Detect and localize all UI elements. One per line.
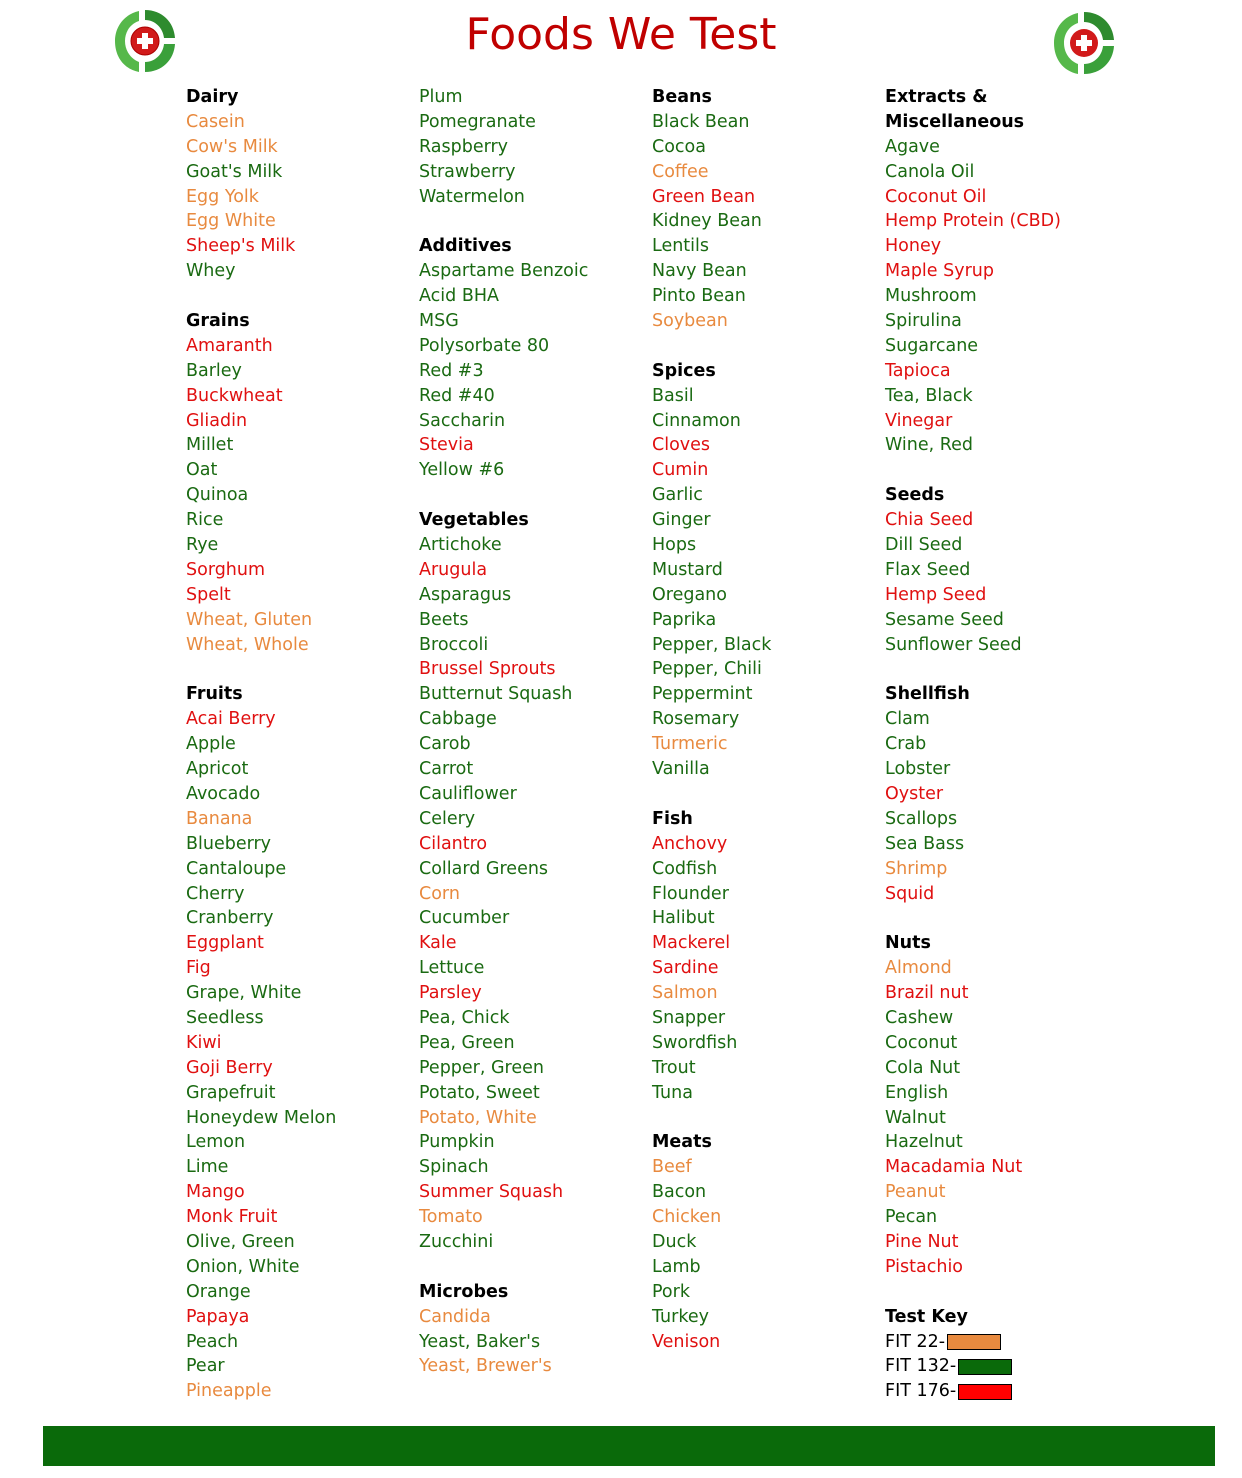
food-item: Lettuce (419, 958, 485, 979)
food-item: Potato, White (419, 1107, 537, 1128)
food-item: Peppermint (652, 684, 753, 705)
food-item: Parsley (419, 983, 482, 1004)
test-key-row (885, 1330, 1105, 1355)
food-item: Summer Squash (419, 1182, 564, 1203)
food-item: Plum (419, 87, 463, 107)
food-item: Casein (186, 111, 245, 132)
food-item: Mackerel (652, 933, 731, 954)
food-item: Turmeric (652, 734, 728, 755)
food-item: Soybean (652, 311, 728, 332)
category-heading: Meats (652, 1132, 712, 1153)
food-item: Beets (419, 609, 469, 630)
food-item: Cashew (885, 1007, 954, 1028)
food-item: Cocoa (652, 136, 706, 157)
food-item: Swordfish (652, 1032, 738, 1053)
food-item: Cow's Milk (186, 136, 278, 157)
test-key-row (885, 1379, 1105, 1404)
food-item: MSG (419, 311, 459, 332)
food-item: Canola Oil (885, 161, 975, 182)
food-item: Pork (652, 1281, 690, 1302)
test-key-label: FIT 176- (885, 1381, 957, 1402)
food-item: Sardine (652, 958, 719, 979)
spacer (652, 334, 872, 359)
food-item: Fig (186, 958, 211, 979)
category-heading: Additives (419, 236, 512, 257)
food-item: Pine Nut (885, 1231, 959, 1252)
food-item: Tapioca (885, 360, 951, 381)
food-item: Banana (186, 808, 253, 829)
food-item: Aspartame Benzoic (419, 261, 589, 282)
food-item: Celery (419, 808, 476, 829)
food-item: Duck (652, 1231, 697, 1252)
food-item: Pecan (885, 1207, 938, 1228)
spacer (186, 657, 406, 682)
food-item: Scallops (885, 808, 958, 829)
food-item: Red #40 (419, 385, 495, 406)
food-item: Raspberry (419, 136, 509, 157)
food-item: Spinach (419, 1157, 489, 1178)
food-item: Hemp Seed (885, 584, 987, 605)
food-item: Asparagus (419, 584, 512, 605)
food-item: Apple (186, 734, 236, 755)
food-item: Saccharin (419, 410, 506, 431)
category-heading: Beans (652, 87, 712, 107)
spacer (419, 209, 639, 234)
category-heading: Seeds (885, 485, 945, 506)
column-3 (652, 85, 872, 1354)
food-item: Black Bean (652, 111, 750, 132)
food-item: Spelt (186, 584, 231, 605)
food-item: Sheep's Milk (186, 236, 296, 257)
test-key-label: FIT 22- (885, 1331, 946, 1352)
food-item: Halibut (652, 908, 715, 929)
food-item: Brazil nut (885, 983, 969, 1004)
food-item: Coconut (885, 1032, 958, 1053)
category-heading: Spices (652, 360, 716, 381)
spacer (652, 782, 872, 807)
food-item: Paprika (652, 609, 717, 630)
food-item: Ginger (652, 510, 711, 531)
spacer (885, 657, 1105, 682)
food-item: Kidney Bean (652, 211, 762, 232)
food-item: Rye (186, 535, 219, 556)
logo-right (1051, 10, 1117, 76)
food-item: Anchovy (652, 833, 728, 854)
food-item: Cloves (652, 435, 711, 456)
food-item: Pistachio (885, 1256, 964, 1277)
food-item: Quinoa (186, 485, 249, 506)
food-item: Sesame Seed (885, 609, 1004, 630)
category-heading: Miscellaneous (885, 111, 1025, 132)
food-item: Cilantro (419, 833, 488, 854)
food-item: Pineapple (186, 1381, 272, 1402)
food-item: Yellow #6 (419, 460, 505, 481)
food-item: Spirulina (885, 311, 962, 332)
food-item: Squid (885, 883, 935, 904)
test-key-swatch (958, 1359, 1012, 1375)
food-item: Peach (186, 1331, 239, 1352)
food-item: Pinto Bean (652, 286, 746, 307)
food-item: Vanilla (652, 759, 710, 780)
food-item: Mustard (652, 559, 723, 580)
food-item: Collard Greens (419, 858, 549, 879)
food-item: Pepper, Chili (652, 659, 762, 680)
food-item: Wine, Red (885, 435, 974, 456)
food-item: Yeast, Baker's (419, 1331, 541, 1352)
food-item: Clam (885, 709, 930, 730)
food-item: Flax Seed (885, 559, 971, 580)
food-item: Cauliflower (419, 783, 517, 804)
food-item: Rosemary (652, 709, 740, 730)
category-heading: Fruits (186, 684, 243, 705)
food-item: Artichoke (419, 535, 502, 556)
food-item: Kale (419, 933, 457, 954)
food-item: Amaranth (186, 335, 273, 356)
food-item: Sorghum (186, 559, 266, 580)
test-key-swatch (947, 1334, 1001, 1350)
spacer (419, 1255, 639, 1280)
food-item: Cola Nut (885, 1057, 961, 1078)
food-item: Whey (186, 261, 236, 282)
food-item: Venison (652, 1331, 721, 1352)
food-item: Basil (652, 385, 694, 406)
food-item: Barley (186, 360, 242, 381)
category-heading: Dairy (186, 87, 239, 107)
food-item: Gliadin (186, 410, 248, 431)
food-item: Wheat, Whole (186, 634, 309, 655)
food-item: English (885, 1082, 949, 1103)
category-heading: Test Key (885, 1306, 968, 1327)
category-heading: Vegetables (419, 510, 529, 531)
spacer (652, 1106, 872, 1131)
category-heading: Nuts (885, 933, 931, 954)
food-item: Watermelon (419, 186, 525, 207)
column-1 (186, 85, 406, 1404)
page-title: Foods We Test (465, 9, 777, 60)
food-item: Mushroom (885, 286, 977, 307)
food-item: Turkey (652, 1306, 709, 1327)
food-item: Blueberry (186, 833, 272, 854)
food-item: Avocado (186, 783, 261, 804)
food-item: Shrimp (885, 858, 948, 879)
food-item: Mango (186, 1182, 245, 1203)
food-item: Beef (652, 1157, 692, 1178)
test-key-row (885, 1354, 1105, 1379)
food-item: Peanut (885, 1182, 946, 1203)
food-item: Honey (885, 236, 942, 257)
food-item: Eggplant (186, 933, 264, 954)
food-item: Maple Syrup (885, 261, 994, 282)
food-item: Codfish (652, 858, 718, 879)
category-heading: Microbes (419, 1281, 509, 1302)
food-item: Lime (186, 1157, 229, 1178)
test-key-label: FIT 132- (885, 1356, 957, 1377)
food-item: Orange (186, 1281, 251, 1302)
food-item: Yeast, Brewer's (419, 1356, 552, 1377)
food-item: Tomato (419, 1207, 483, 1228)
spacer (419, 483, 639, 508)
food-item: Grape, White (186, 983, 302, 1004)
food-item: Seedless (186, 1007, 264, 1028)
food-item: Pepper, Green (419, 1057, 544, 1078)
spacer (885, 458, 1105, 483)
food-item: Trout (652, 1057, 696, 1078)
food-item: Buckwheat (186, 385, 283, 406)
food-item: Acai Berry (186, 709, 276, 730)
food-item: Garlic (652, 485, 703, 506)
food-item: Pea, Green (419, 1032, 515, 1053)
food-item: Lemon (186, 1132, 246, 1153)
food-item: Cantaloupe (186, 858, 287, 879)
food-item: Rice (186, 510, 224, 531)
food-item: Cinnamon (652, 410, 741, 431)
test-key-swatch (958, 1384, 1012, 1400)
category-heading: Fish (652, 808, 693, 829)
food-item: Candida (419, 1306, 491, 1327)
column-4 (885, 85, 1105, 1404)
category-heading: Shellfish (885, 684, 970, 705)
food-item: Red #3 (419, 360, 484, 381)
food-item: Oyster (885, 783, 944, 804)
food-item: Onion, White (186, 1256, 300, 1277)
food-item: Papaya (186, 1306, 250, 1327)
food-item: Oat (186, 460, 218, 481)
food-item: Pomegranate (419, 111, 536, 132)
food-item: Olive, Green (186, 1231, 295, 1252)
food-item: Flounder (652, 883, 729, 904)
food-item: Apricot (186, 759, 249, 780)
food-item: Sugarcane (885, 335, 979, 356)
food-item: Salmon (652, 983, 718, 1004)
food-item: Brussel Sprouts (419, 659, 556, 680)
food-item: Lobster (885, 759, 951, 780)
food-item: Cranberry (186, 908, 274, 929)
food-item: Chia Seed (885, 510, 974, 531)
food-item: Crab (885, 734, 927, 755)
logo-left (112, 8, 178, 74)
food-item: Oregano (652, 584, 727, 605)
food-item: Agave (885, 136, 940, 157)
food-item: Potato, Sweet (419, 1082, 540, 1103)
food-item: Pepper, Black (652, 634, 772, 655)
food-item: Grapefruit (186, 1082, 276, 1103)
food-item: Pear (186, 1356, 225, 1377)
food-item: Navy Bean (652, 261, 747, 282)
food-item: Hops (652, 535, 697, 556)
food-item: Lamb (652, 1256, 701, 1277)
food-item: Wheat, Gluten (186, 609, 313, 630)
food-item: Pea, Chick (419, 1007, 510, 1028)
food-item: Monk Fruit (186, 1207, 278, 1228)
food-item: Cucumber (419, 908, 510, 929)
food-item: Broccoli (419, 634, 489, 655)
food-item: Acid BHA (419, 286, 499, 307)
food-item: Carob (419, 734, 471, 755)
food-item: Coffee (652, 161, 709, 182)
food-item: Tuna (652, 1082, 693, 1103)
food-item: Cherry (186, 883, 245, 904)
food-item: Goji Berry (186, 1057, 273, 1078)
food-item: Vinegar (885, 410, 953, 431)
food-item: Carrot (419, 759, 474, 780)
food-item: Hazelnut (885, 1132, 963, 1153)
food-item: Almond (885, 958, 952, 979)
food-item: Hemp Protein (CBD) (885, 211, 1061, 232)
category-heading: Extracts & (885, 87, 988, 107)
food-item: Green Bean (652, 186, 756, 207)
footer-bar (43, 1426, 1215, 1466)
food-item: Egg Yolk (186, 186, 259, 207)
food-item: Bacon (652, 1182, 707, 1203)
category-heading: Grains (186, 311, 250, 332)
food-item: Corn (419, 883, 460, 904)
column-2 (419, 85, 639, 1379)
food-item: Stevia (419, 435, 474, 456)
food-item: Lentils (652, 236, 710, 257)
food-item: Walnut (885, 1107, 946, 1128)
food-item: Arugula (419, 559, 488, 580)
food-item: Coconut Oil (885, 186, 987, 207)
spacer (885, 1280, 1105, 1305)
food-item: Honeydew Melon (186, 1107, 337, 1128)
food-item: Dill Seed (885, 535, 963, 556)
food-item: Zucchini (419, 1231, 494, 1252)
food-item: Cabbage (419, 709, 497, 730)
food-item: Snapper (652, 1007, 726, 1028)
food-item: Polysorbate 80 (419, 335, 550, 356)
food-item: Millet (186, 435, 234, 456)
food-item: Strawberry (419, 161, 516, 182)
food-item: Sunflower Seed (885, 634, 1022, 655)
food-item: Pumpkin (419, 1132, 495, 1153)
spacer (186, 284, 406, 309)
spacer (885, 906, 1105, 931)
food-item: Kiwi (186, 1032, 222, 1053)
food-item: Butternut Squash (419, 684, 573, 705)
food-item: Egg White (186, 211, 276, 232)
food-item: Macadamia Nut (885, 1157, 1023, 1178)
food-item: Goat's Milk (186, 161, 283, 182)
food-item: Sea Bass (885, 833, 965, 854)
food-item: Cumin (652, 460, 709, 481)
food-item: Tea, Black (885, 385, 973, 406)
food-item: Chicken (652, 1207, 722, 1228)
